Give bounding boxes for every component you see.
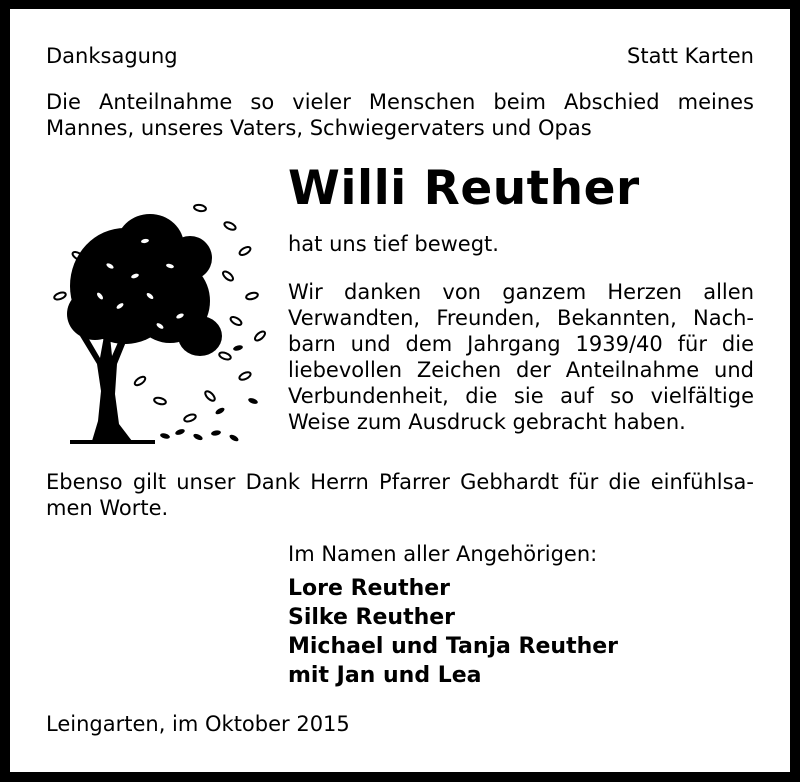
deceased-name: Willi Reuther: [288, 161, 640, 216]
thanks-line-6: Weise zum Ausdruck gebracht haben.: [288, 410, 686, 434]
header-left-label: Danksagung: [46, 44, 178, 68]
place-date: Leingarten, im Oktober 2015: [46, 712, 350, 736]
family-member-1: Lore Reuther: [288, 576, 451, 601]
intro-line-2: Mannes, unseres Vaters, Schwiegervaters und Opas: [46, 116, 592, 140]
family-member-3: Michael und Tanja Reuther: [288, 634, 619, 659]
intro-line-1: Die Anteilnahme so vieler Menschen beim Abschied meines: [46, 90, 754, 114]
moved-line: hat uns tief bewegt.: [288, 232, 499, 256]
obituary-card: [10, 9, 790, 772]
header-right-label: Statt Karten: [627, 44, 754, 68]
thanks-line-2: Verwandten, Freunden, Bekannten, Nach-: [288, 306, 754, 330]
thanks-line-3: barn und dem Jahrgang 1939/40 für die: [288, 332, 754, 356]
family-intro: Im Namen aller Angehörigen:: [288, 542, 598, 566]
family-member-4: mit Jan und Lea: [288, 663, 482, 688]
thanks-line-1: Wir danken von ganzem Herzen allen: [288, 280, 754, 304]
family-member-2: Silke Reuther: [288, 605, 456, 630]
thanks-line-4: liebevollen Zeichen der Anteilnahme und: [288, 358, 754, 382]
pastor-line-2: men Worte.: [46, 496, 169, 520]
thanks-line-5: Verbundenheit, die sie auf so vielfältige: [288, 384, 754, 408]
pastor-line-1: Ebenso gilt unser Dank Herrn Pfarrer Gebhardt für die einfühlsa-: [46, 470, 754, 494]
tree-with-falling-leaves-icon: [40, 196, 270, 451]
